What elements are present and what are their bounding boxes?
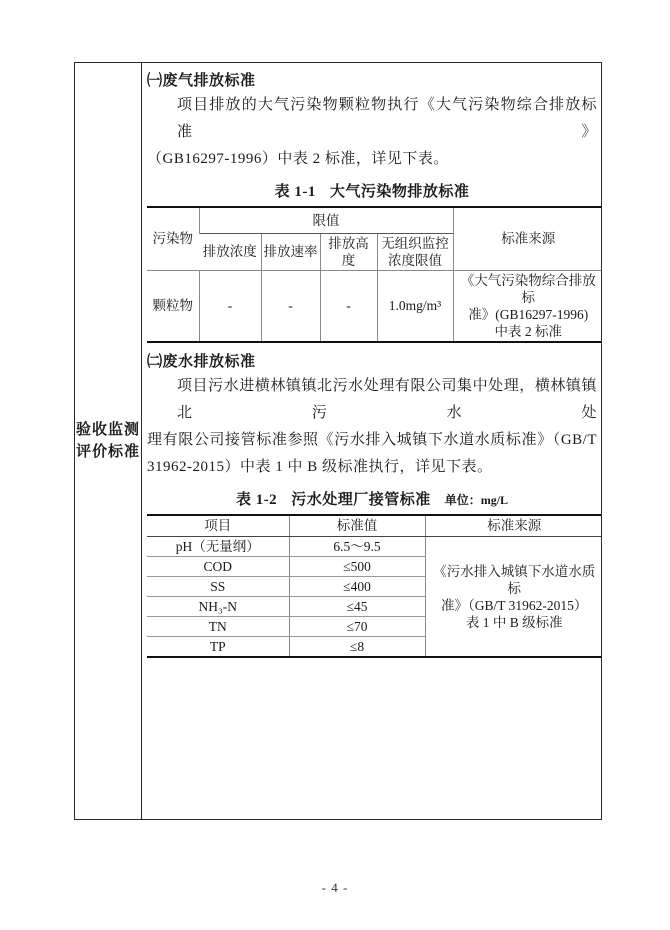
row-header-acceptance-monitoring xyxy=(75,63,142,819)
sewage-intake-standards-table xyxy=(147,514,601,659)
table1-col-source: 标准来源 xyxy=(453,207,601,270)
table2-source-line2: 准》（GB/T 31962-2015） xyxy=(441,597,588,613)
table1-source-line1: 《大气污染物综合排放标 xyxy=(460,272,596,305)
page-number: - 4 - xyxy=(321,880,349,895)
table2-row-value: ≤70 xyxy=(289,617,425,637)
table1-title xyxy=(147,180,597,201)
table1-cell-rate: - xyxy=(261,270,320,342)
table2-title-text: 污水处理厂接管标准 xyxy=(291,491,431,508)
table2-row-value: ≤45 xyxy=(289,597,425,617)
waste-gas-heading: ㈠废气排放标准 xyxy=(147,73,256,89)
table2-row-value: ≤8 xyxy=(289,637,425,658)
table2-row-value: ≤400 xyxy=(289,577,425,597)
row-header-line1: 验收监测 xyxy=(75,422,140,438)
waste-water-para-line1: 项目污水进横林镇镇北污水处理有限公司集中处理，横林镇镇北污水处 xyxy=(177,377,597,421)
table2-row-item: pH（无量纲） xyxy=(147,537,289,557)
table2-title-unit: 单位：mg/L xyxy=(444,492,509,507)
table2-source-line1: 《污水排入城镇下水道水质标 xyxy=(433,563,596,596)
table1-cell-height: - xyxy=(320,270,377,342)
waste-gas-para-line1: 项目排放的大气污染物颗粒物执行《大气污染物综合排放标准》 xyxy=(177,97,597,140)
table1-cell-pollutant: 颗粒物 xyxy=(147,270,199,342)
table2-row-item: SS xyxy=(147,577,289,597)
table1-cell-source xyxy=(453,270,601,342)
table2-row-item: COD xyxy=(147,557,289,577)
table2-title-label: 表 1-2 xyxy=(235,491,278,508)
table2-row-value: ≤500 xyxy=(289,557,425,577)
table1-col-limit-group: 限值 xyxy=(199,207,453,233)
table2-title xyxy=(147,488,597,509)
row-header-line2: 评价标准 xyxy=(75,444,140,460)
waste-water-para-line3: 31962-2015）中表 1 中 B 级标准执行，详见下表。 xyxy=(147,458,493,475)
table1-subcol-concentration: 排放浓度 xyxy=(199,233,261,270)
evaluation-standards-section xyxy=(74,62,602,820)
waste-water-heading: ㈡废水排放标准 xyxy=(147,353,256,370)
table2-col-item: 项目 xyxy=(147,515,289,537)
table1-source-line2: 准》(GB16297-1996) xyxy=(468,306,589,322)
table2-cell-source xyxy=(425,537,601,658)
table2-source-line3: 表 1 中 B 级标准 xyxy=(465,614,563,630)
table1-cell-concentration: - xyxy=(199,270,261,342)
table2-row-item: TP xyxy=(209,639,226,654)
table1-subcol-height: 排放高度 xyxy=(320,233,377,270)
table1-title-text: 大气污染物排放标准 xyxy=(329,184,470,200)
air-pollutant-standards-table xyxy=(147,206,601,343)
waste-water-paragraph xyxy=(147,373,597,481)
table2-col-value: 标准值 xyxy=(289,515,425,537)
waste-gas-paragraph xyxy=(147,92,597,173)
table1-title-label: 表 1-1 xyxy=(274,184,316,200)
table2-row-value: 6.5～9.5 xyxy=(289,537,425,557)
table1-subcol-rate: 排放速率 xyxy=(261,233,320,270)
table1-source-line3: 中表 2 标准 xyxy=(494,323,562,339)
waste-gas-para-line2: （GB16297-1996）中表 2 标准，详见下表。 xyxy=(147,151,449,167)
table1-col-pollutant: 污染物 xyxy=(152,231,193,247)
table1-cell-fugitive: 1.0mg/m³ xyxy=(377,270,453,342)
table2-col-source: 标准来源 xyxy=(425,515,601,537)
table2-row-item: TN xyxy=(147,617,289,637)
table1-subcol-fugitive: 无组织监控浓度限值 xyxy=(377,233,453,270)
standards-content xyxy=(142,63,601,819)
table2-row-item: NH₃-N xyxy=(147,597,289,617)
waste-water-para-line2: 理有限公司接管标准参照《污水排入城镇下水道水质标准》（GB/T xyxy=(147,431,597,448)
